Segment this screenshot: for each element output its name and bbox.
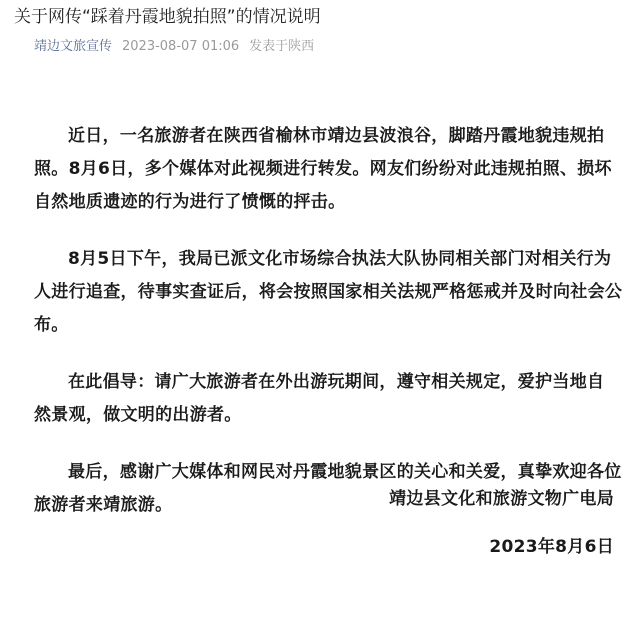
paragraph-4: 最后，感谢广大媒体和网民对丹霞地貌景区的关心和关爱，真挚欢迎各位旅游者来靖旅游。 <box>34 462 622 515</box>
paragraph-1: 近日，一名旅游者在陕西省榆林市靖边县波浪谷，脚踏丹霞地貌违规拍照。8月6日，多个媒体对此视频进行转发。网友们纷纷对此违规拍照、损坏自然地质遗迹的行为进行了愤慨的抨击。 <box>34 126 612 212</box>
paragraph-3: 在此倡导：请广大旅游者在外出游玩期间，遵守相关规定，爱护当地自然景观，做文明的出游者。 <box>34 372 605 425</box>
signature-org: 靖边县文化和旅游文物广电局 <box>389 489 614 509</box>
signature-date: 2023年8月6日 <box>489 537 614 557</box>
article-body <box>34 120 626 546</box>
publish-region: 发表于陕西 <box>249 39 315 54</box>
publish-time: 2023-08-07 01:06 <box>122 39 240 54</box>
article-meta <box>34 38 314 56</box>
paragraph-2: 8月5日下午，我局已派文化市场综合执法大队协同相关部门对相关行为人进行追查，待事实查证后，将会按照国家相关法规严格惩戒并及时向社会公布。 <box>34 249 623 335</box>
author-link[interactable]: 靖边文旅宣传 <box>34 39 113 54</box>
article-title: 关于网传“踩着丹霞地貌拍照”的情况说明 <box>14 7 321 27</box>
